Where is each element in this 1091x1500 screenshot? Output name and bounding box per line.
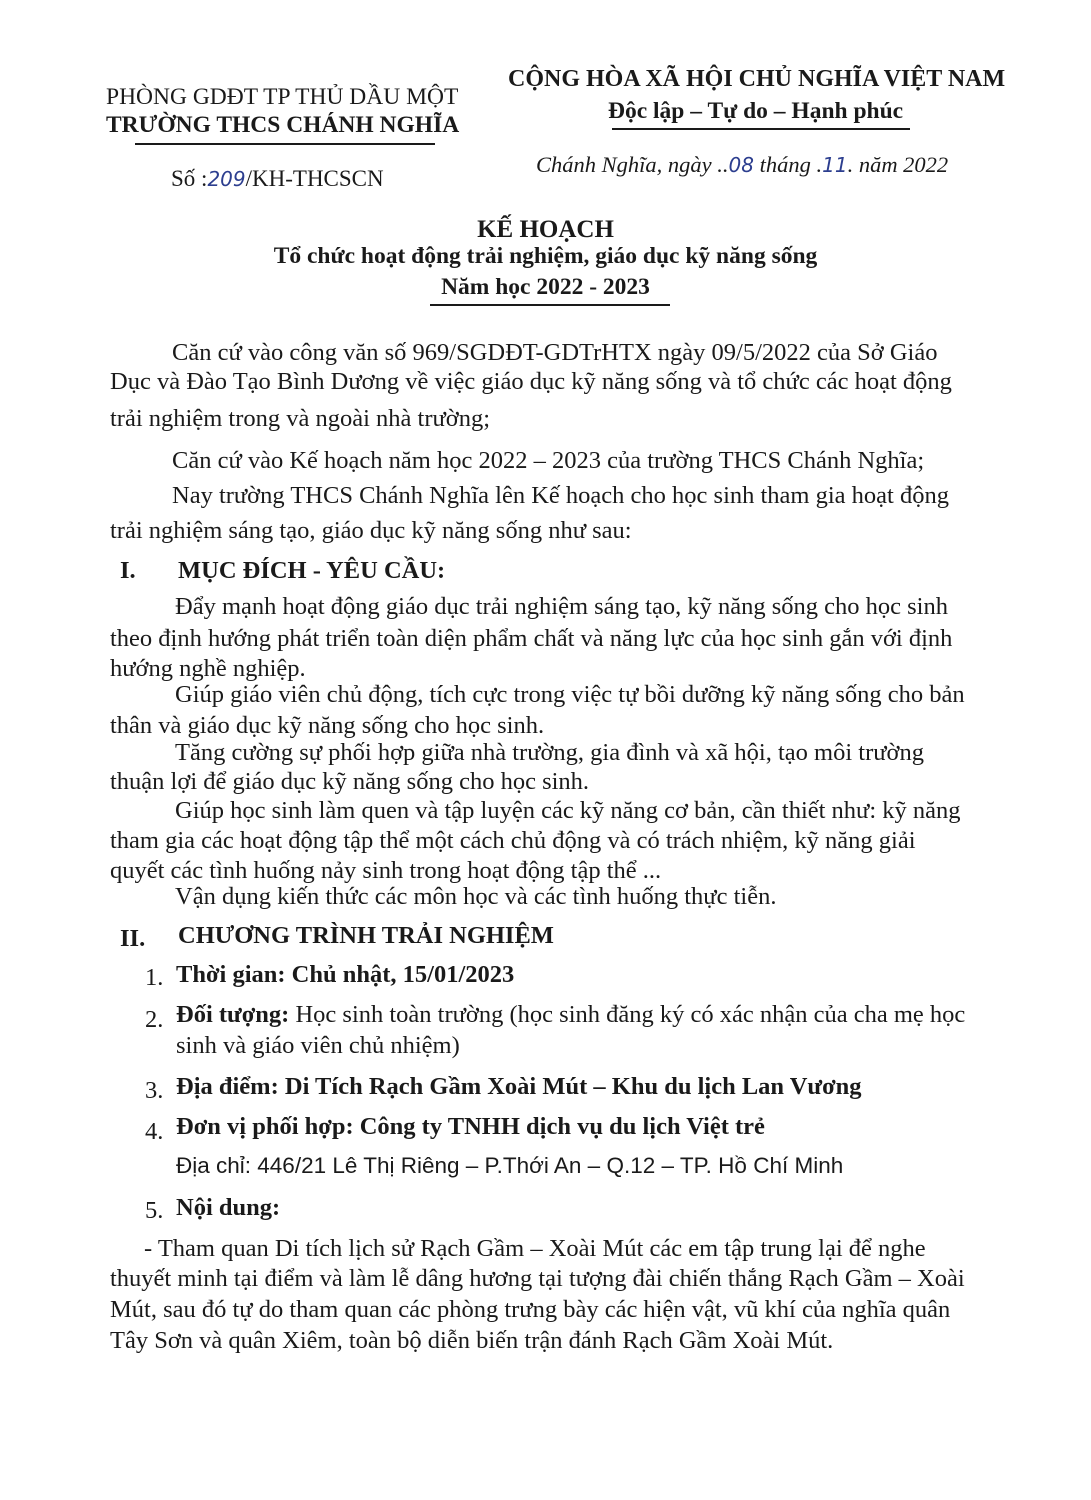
s1-d-line3: quyết các tình huống nảy sinh trong hoạt động tập thể ... [110, 857, 662, 884]
date-mid: tháng . [753, 152, 823, 177]
s2-content-line4: Tây Sơn và quân Xiêm, toàn bộ diễn biến trận đánh Rạch Gầm Xoài Mút. [110, 1327, 834, 1354]
school-name: TRƯỜNG THCS CHÁNH NGHĨA [106, 112, 460, 138]
section1-heading: MỤC ĐÍCH - YÊU CẦU: [178, 557, 446, 584]
school-underline [135, 143, 435, 145]
s2-item5-text: Nội dung: [176, 1194, 281, 1221]
intro-p2: Căn cứ vào Kế hoạch năm học 2022 – 2023 của trường THCS Chánh Nghĩa; [172, 447, 925, 474]
s2-item3-number: 3. [145, 1077, 164, 1104]
s2-item2-number: 2. [145, 1006, 164, 1033]
s2-item2-label: Đối tượng: [176, 1001, 290, 1028]
s2-item5-number: 5. [145, 1197, 164, 1224]
document-subtitle: Tổ chức hoạt động trải nghiệm, giáo dục kỹ năng sống [273, 243, 818, 269]
school-year: Năm học 2022 - 2023 [441, 274, 650, 300]
intro-p1-line1: Căn cứ vào công văn số 969/SGDĐT-GDTrHTX ngày 09/5/2022 của Sở Giáo [172, 339, 938, 366]
s1-c-line1: Tăng cường sự phối hợp giữa nhà trường, gia đình và xã hội, tạo môi trường [175, 739, 924, 766]
intro-p1-line3: trải nghiệm trong và ngoài nhà trường; [110, 405, 491, 432]
intro-p3-line2: trải nghiệm sáng tạo, giáo dục kỹ năng sống như sau: [110, 517, 632, 544]
s1-a-line3: hướng nghề nghiệp. [110, 655, 306, 682]
date-suffix: . năm 2022 [847, 152, 949, 177]
s1-d-line1: Giúp học sinh làm quen và tập luyện các kỹ năng cơ bản, cần thiết như: kỹ năng [175, 797, 961, 824]
s2-item3-text: Địa điểm: Di Tích Rạch Gầm Xoài Mút – Khu du lịch Lan Vương [176, 1073, 862, 1100]
s2-item2-text: Học sinh toàn trường (học sinh đăng ký có xác nhận của cha mẹ học [289, 1001, 966, 1028]
date-month-handwritten: 11 [822, 153, 848, 177]
s2-item2-line1 [176, 1000, 965, 1029]
s2-content-line1: - Tham quan Di tích lịch sử Rạch Gầm – Xoài Mút các em tập trung lại để nghe [144, 1235, 926, 1262]
intro-p3-line1: Nay trường THCS Chánh Nghĩa lên Kế hoạch cho học sinh tham gia hoạt động [172, 482, 949, 509]
date-prefix: Chánh Nghĩa, ngày .. [536, 152, 729, 177]
document-number [171, 166, 384, 192]
doc-no-handwritten: 209 [207, 167, 246, 191]
date-day-handwritten: 08 [728, 153, 754, 177]
country-name: CỘNG HÒA XÃ HỘI CHỦ NGHĨA VIỆT NAM [508, 66, 1006, 92]
intro-p1-line2: Dục và Đào Tạo Bình Dương về việc giáo dục kỹ năng sống và tổ chức các hoạt động [110, 368, 952, 395]
s2-item2-line2: sinh và giáo viên chủ nhiệm) [176, 1032, 460, 1059]
department-name: PHÒNG GDĐT TP THỦ DẦU MỘT [106, 84, 459, 110]
s2-item4-text: Đơn vị phối hợp: Công ty TNHH dịch vụ du lịch Việt trẻ [176, 1113, 765, 1140]
year-underline [430, 304, 670, 306]
doc-no-suffix: /KH-THCSCN [245, 166, 384, 191]
s1-c-line2: thuận lợi để giáo dục kỹ năng sống cho học sinh. [110, 768, 590, 795]
s1-e-line1: Vận dụng kiến thức các môn học và các tình huống thực tiễn. [175, 883, 777, 910]
s2-item4-number: 4. [145, 1118, 164, 1145]
s2-content-line3: Mút, sau đó tự do tham quan các phòng trưng bày các hiện vật, vũ khí của nghĩa quân [110, 1296, 951, 1323]
document-title: KẾ HOẠCH [477, 216, 614, 243]
motto-underline [612, 128, 910, 130]
date-line [536, 152, 948, 178]
section2-heading: CHƯƠNG TRÌNH TRẢI NGHIỆM [178, 922, 554, 949]
s1-b-line2: thân và giáo dục kỹ năng sống cho học sinh. [110, 712, 545, 739]
section1-number: I. [120, 557, 136, 584]
s2-item1-number: 1. [145, 964, 164, 991]
s1-a-line2: theo định hướng phát triển toàn diện phẩm chất và năng lực của học sinh gắn với định [110, 625, 953, 652]
s2-item4-address: Địa chỉ: 446/21 Lê Thị Riêng – P.Thới An – Q.12 – TP. Hồ Chí Minh [176, 1153, 844, 1178]
motto: Độc lập – Tự do – Hạnh phúc [608, 98, 904, 124]
s1-b-line1: Giúp giáo viên chủ động, tích cực trong việc tự bồi dưỡng kỹ năng sống cho bản [175, 681, 965, 708]
section2-number: II. [120, 925, 146, 952]
doc-no-prefix: Số : [171, 166, 208, 191]
s2-item1-text: Thời gian: Chủ nhật, 15/01/2023 [176, 961, 515, 988]
s2-content-line2: thuyết minh tại điểm và làm lễ dâng hương tại tượng đài chiến thắng Rạch Gầm – Xoài [110, 1265, 965, 1292]
s1-a-line1: Đẩy mạnh hoạt động giáo dục trải nghiệm sáng tạo, kỹ năng sống cho học sinh [175, 593, 948, 620]
s1-d-line2: tham gia các hoạt động tập thể một cách chủ động và có trách nhiệm, kỹ năng giải [110, 827, 916, 854]
